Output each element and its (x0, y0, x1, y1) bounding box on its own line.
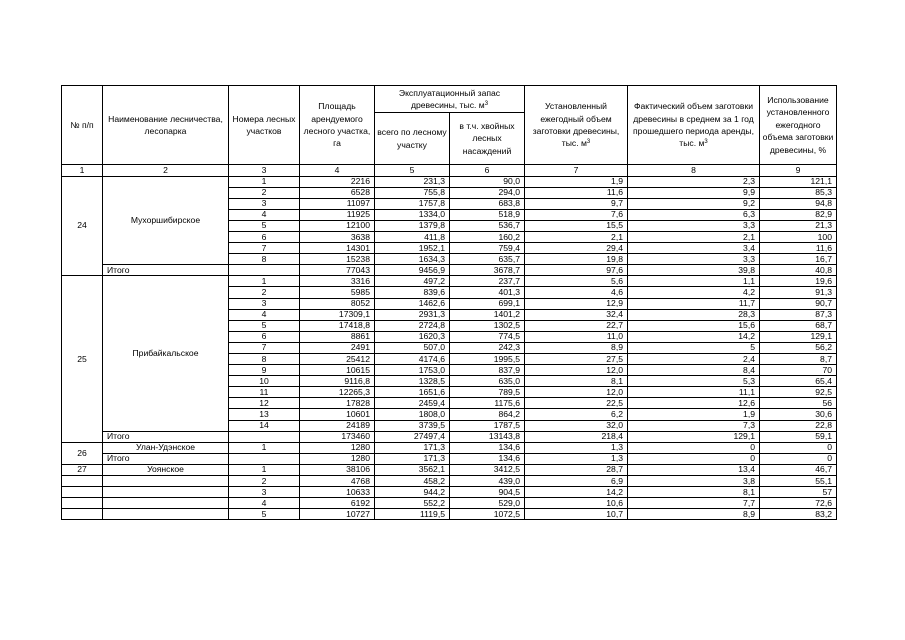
plot-number: 9 (229, 365, 300, 376)
actual-volume: 1,9 (628, 409, 760, 420)
annual-volume: 14,2 (525, 487, 628, 498)
stock-total: 1757,8 (375, 198, 450, 209)
usage-percent: 68,7 (760, 320, 837, 331)
area-ha: 6192 (300, 498, 375, 509)
total-row (62, 453, 837, 464)
annual-volume: 32,4 (525, 309, 628, 320)
plot-number: 10 (229, 376, 300, 387)
actual-volume: 9,2 (628, 198, 760, 209)
area-ha: 14301 (300, 243, 375, 254)
total-actual-volume: 129,1 (628, 431, 760, 442)
area-ha: 17309,1 (300, 309, 375, 320)
usage-percent: 83,2 (760, 509, 837, 520)
plot-number: 4 (229, 309, 300, 320)
actual-volume: 3,3 (628, 254, 760, 265)
area-ha: 12265,3 (300, 387, 375, 398)
annual-volume: 1,9 (525, 176, 628, 187)
stock-total: 552,2 (375, 498, 450, 509)
column-number: 8 (628, 165, 760, 177)
plot-number: 14 (229, 420, 300, 431)
forestry-name: Прибайкальское (103, 276, 229, 431)
stock-conifer: 237,7 (450, 276, 525, 287)
actual-volume: 9,9 (628, 187, 760, 198)
header-name: Наименование лесничества, лесопарка (103, 86, 229, 165)
stock-conifer: 837,9 (450, 365, 525, 376)
stock-total: 1651,6 (375, 387, 450, 398)
usage-percent: 30,6 (760, 409, 837, 420)
empty-cell (62, 476, 103, 487)
actual-volume: 2,4 (628, 354, 760, 365)
actual-volume: 15,6 (628, 320, 760, 331)
stock-conifer: 1072,5 (450, 509, 525, 520)
empty-cell (103, 509, 229, 520)
header-actual (628, 86, 760, 165)
usage-percent: 22,8 (760, 420, 837, 431)
header-annual-text: Установленный ежегодный объем заготовки древесины, тыс. м (532, 101, 620, 149)
column-number: 4 (300, 165, 375, 177)
area-ha: 17418,8 (300, 320, 375, 331)
total-stock-conifer: 3678,7 (450, 265, 525, 276)
stock-total: 944,2 (375, 487, 450, 498)
annual-volume: 6,9 (525, 476, 628, 487)
annual-volume: 4,6 (525, 287, 628, 298)
usage-percent: 85,3 (760, 187, 837, 198)
actual-volume: 4,2 (628, 287, 760, 298)
stock-total: 2459,4 (375, 398, 450, 409)
empty-cell (62, 487, 103, 498)
plot-number: 5 (229, 320, 300, 331)
column-number: 9 (760, 165, 837, 177)
plot-number: 6 (229, 231, 300, 242)
area-ha: 10633 (300, 487, 375, 498)
total-row (62, 265, 837, 276)
plot-number: 1 (229, 276, 300, 287)
stock-total: 171,3 (375, 442, 450, 453)
empty-cell (103, 476, 229, 487)
forestry-name: Уоянское (103, 464, 229, 475)
plot-number: 11 (229, 387, 300, 398)
stock-total: 1328,5 (375, 376, 450, 387)
annual-volume: 32,0 (525, 420, 628, 431)
actual-volume: 0 (628, 442, 760, 453)
usage-percent: 94,8 (760, 198, 837, 209)
stock-total: 4174,6 (375, 354, 450, 365)
plot-number: 5 (229, 220, 300, 231)
total-annual-volume: 218,4 (525, 431, 628, 442)
table-row (62, 487, 837, 498)
stock-conifer: 699,1 (450, 298, 525, 309)
annual-volume: 6,2 (525, 409, 628, 420)
stock-total: 458,2 (375, 476, 450, 487)
header-stock-text: Эксплуатационный запас древесины, тыс. м (398, 87, 501, 110)
total-stock-conifer: 13143,8 (450, 431, 525, 442)
area-ha: 10727 (300, 509, 375, 520)
total-usage-percent: 40,8 (760, 265, 837, 276)
total-area-ha: 1280 (300, 453, 375, 464)
stock-total: 1334,0 (375, 209, 450, 220)
total-annual-volume: 97,6 (525, 265, 628, 276)
stock-conifer: 759,4 (450, 243, 525, 254)
stock-conifer: 439,0 (450, 476, 525, 487)
empty-cell (229, 431, 300, 442)
empty-cell (229, 453, 300, 464)
header-actual-sup: 3 (704, 139, 708, 146)
stock-total: 3562,1 (375, 464, 450, 475)
area-ha: 25412 (300, 354, 375, 365)
forestry-number: 26 (62, 442, 103, 464)
annual-volume: 27,5 (525, 354, 628, 365)
empty-cell (229, 265, 300, 276)
area-ha: 3316 (300, 276, 375, 287)
annual-volume: 5,6 (525, 276, 628, 287)
forestry-name: Мухоршибирское (103, 176, 229, 265)
stock-conifer: 789,5 (450, 387, 525, 398)
area-ha: 17828 (300, 398, 375, 409)
stock-total: 1808,0 (375, 409, 450, 420)
annual-volume: 19,8 (525, 254, 628, 265)
actual-volume: 28,3 (628, 309, 760, 320)
plot-number: 1 (229, 176, 300, 187)
table-row (62, 464, 837, 475)
plot-number: 4 (229, 498, 300, 509)
annual-volume: 12,9 (525, 298, 628, 309)
stock-total: 2931,3 (375, 309, 450, 320)
annual-volume: 22,7 (525, 320, 628, 331)
header-no: № п/п (62, 86, 103, 165)
column-number: 2 (103, 165, 229, 177)
plot-number: 2 (229, 476, 300, 487)
total-label: Итого (103, 431, 229, 442)
stock-conifer: 90,0 (450, 176, 525, 187)
forest-lease-table (61, 85, 837, 520)
annual-volume: 8,9 (525, 342, 628, 353)
area-ha: 15238 (300, 254, 375, 265)
annual-volume: 11,6 (525, 187, 628, 198)
stock-conifer: 401,3 (450, 287, 525, 298)
total-area-ha: 173460 (300, 431, 375, 442)
actual-volume: 6,3 (628, 209, 760, 220)
stock-conifer: 1787,5 (450, 420, 525, 431)
plot-number: 2 (229, 287, 300, 298)
annual-volume: 15,5 (525, 220, 628, 231)
annual-volume: 8,1 (525, 376, 628, 387)
stock-total: 1634,3 (375, 254, 450, 265)
area-ha: 8052 (300, 298, 375, 309)
table-row (62, 276, 837, 287)
actual-volume: 3,3 (628, 220, 760, 231)
area-ha: 6528 (300, 187, 375, 198)
annual-volume: 10,7 (525, 509, 628, 520)
actual-volume: 8,1 (628, 487, 760, 498)
column-number: 1 (62, 165, 103, 177)
plot-number: 3 (229, 198, 300, 209)
total-area-ha: 77043 (300, 265, 375, 276)
plot-number: 8 (229, 254, 300, 265)
stock-total: 1952,1 (375, 243, 450, 254)
total-stock-total: 9456,9 (375, 265, 450, 276)
actual-volume: 5,3 (628, 376, 760, 387)
stock-conifer: 774,5 (450, 331, 525, 342)
total-row (62, 431, 837, 442)
area-ha: 2216 (300, 176, 375, 187)
header-stock-conifer: в т.ч. хвойных лесных насаждений (450, 113, 525, 165)
stock-conifer: 1401,2 (450, 309, 525, 320)
annual-volume: 12,0 (525, 365, 628, 376)
header-usage: Использование установленного ежегодного объема заготовки древесины, % (760, 86, 837, 165)
empty-cell (103, 487, 229, 498)
stock-total: 1379,8 (375, 220, 450, 231)
column-number: 5 (375, 165, 450, 177)
actual-volume: 2,1 (628, 231, 760, 242)
stock-conifer: 536,7 (450, 220, 525, 231)
stock-conifer: 635,0 (450, 376, 525, 387)
annual-volume: 9,7 (525, 198, 628, 209)
stock-conifer: 242,3 (450, 342, 525, 353)
forestry-name: Улан-Удэнское (103, 442, 229, 453)
usage-percent: 121,1 (760, 176, 837, 187)
usage-percent: 91,3 (760, 287, 837, 298)
annual-volume: 1,3 (525, 442, 628, 453)
header-stock-sup: 3 (484, 101, 489, 107)
plot-number: 1 (229, 442, 300, 453)
table-row (62, 476, 837, 487)
annual-volume: 28,7 (525, 464, 628, 475)
stock-total: 3739,5 (375, 420, 450, 431)
annual-volume: 11,0 (525, 331, 628, 342)
area-ha: 4768 (300, 476, 375, 487)
stock-conifer: 134,6 (450, 442, 525, 453)
area-ha: 5985 (300, 287, 375, 298)
total-annual-volume: 1,3 (525, 453, 628, 464)
empty-cell (62, 509, 103, 520)
area-ha: 24189 (300, 420, 375, 431)
actual-volume: 13,4 (628, 464, 760, 475)
stock-conifer: 529,0 (450, 498, 525, 509)
stock-conifer: 683,8 (450, 198, 525, 209)
stock-conifer: 904,5 (450, 487, 525, 498)
plot-number: 6 (229, 331, 300, 342)
usage-percent: 19,6 (760, 276, 837, 287)
area-ha: 1280 (300, 442, 375, 453)
total-usage-percent: 59,1 (760, 431, 837, 442)
stock-conifer: 635,7 (450, 254, 525, 265)
usage-percent: 21,3 (760, 220, 837, 231)
actual-volume: 7,7 (628, 498, 760, 509)
stock-conifer: 1302,5 (450, 320, 525, 331)
actual-volume: 12,6 (628, 398, 760, 409)
plot-number: 3 (229, 487, 300, 498)
annual-volume: 7,6 (525, 209, 628, 220)
header-stock (375, 86, 525, 113)
stock-total: 839,6 (375, 287, 450, 298)
area-ha: 8861 (300, 331, 375, 342)
stock-conifer: 518,9 (450, 209, 525, 220)
area-ha: 11097 (300, 198, 375, 209)
actual-volume: 11,1 (628, 387, 760, 398)
usage-percent: 129,1 (760, 331, 837, 342)
header-area: Площадь арендуемого лесного участка, га (300, 86, 375, 165)
table-row (62, 509, 837, 520)
empty-cell (103, 498, 229, 509)
usage-percent: 55,1 (760, 476, 837, 487)
plot-number: 8 (229, 354, 300, 365)
header-actual-text: Фактический объем заготовки древесины в среднем за 1 год прошедшего периода аренды, тыс. м (633, 101, 754, 149)
stock-conifer: 864,2 (450, 409, 525, 420)
total-label: Итого (103, 453, 229, 464)
actual-volume: 3,4 (628, 243, 760, 254)
plot-number: 1 (229, 464, 300, 475)
header-annual-sup: 3 (586, 139, 591, 146)
actual-volume: 3,8 (628, 476, 760, 487)
stock-conifer: 1175,6 (450, 398, 525, 409)
annual-volume: 22,5 (525, 398, 628, 409)
annual-volume: 29,4 (525, 243, 628, 254)
table-row (62, 498, 837, 509)
stock-conifer: 160,2 (450, 231, 525, 242)
forestry-number: 25 (62, 276, 103, 442)
usage-percent: 0 (760, 442, 837, 453)
usage-percent: 65,4 (760, 376, 837, 387)
usage-percent: 57 (760, 487, 837, 498)
total-actual-volume: 39,8 (628, 265, 760, 276)
total-actual-volume: 0 (628, 453, 760, 464)
usage-percent: 100 (760, 231, 837, 242)
usage-percent: 90,7 (760, 298, 837, 309)
stock-total: 231,3 (375, 176, 450, 187)
usage-percent: 87,3 (760, 309, 837, 320)
plot-number: 7 (229, 243, 300, 254)
annual-volume: 2,1 (525, 231, 628, 242)
total-stock-total: 171,3 (375, 453, 450, 464)
column-number-row (62, 165, 837, 177)
actual-volume: 11,7 (628, 298, 760, 309)
area-ha: 3638 (300, 231, 375, 242)
total-stock-total: 27497,4 (375, 431, 450, 442)
actual-volume: 7,3 (628, 420, 760, 431)
table-body (62, 165, 837, 520)
annual-volume: 12,0 (525, 387, 628, 398)
usage-percent: 82,9 (760, 209, 837, 220)
stock-conifer: 3412,5 (450, 464, 525, 475)
usage-percent: 46,7 (760, 464, 837, 475)
stock-total: 2724,8 (375, 320, 450, 331)
stock-total: 497,2 (375, 276, 450, 287)
usage-percent: 56,2 (760, 342, 837, 353)
area-ha: 38106 (300, 464, 375, 475)
usage-percent: 8,7 (760, 354, 837, 365)
usage-percent: 70 (760, 365, 837, 376)
actual-volume: 8,9 (628, 509, 760, 520)
table-row (62, 176, 837, 187)
forestry-number: 27 (62, 464, 103, 475)
area-ha: 9116,8 (300, 376, 375, 387)
plot-number: 7 (229, 342, 300, 353)
stock-total: 1620,3 (375, 331, 450, 342)
stock-conifer: 294,0 (450, 187, 525, 198)
actual-volume: 1,1 (628, 276, 760, 287)
stock-conifer: 1995,5 (450, 354, 525, 365)
header-plots: Номера лесных участков (229, 86, 300, 165)
area-ha: 12100 (300, 220, 375, 231)
usage-percent: 92,5 (760, 387, 837, 398)
plot-number: 12 (229, 398, 300, 409)
annual-volume: 10,6 (525, 498, 628, 509)
column-number: 6 (450, 165, 525, 177)
plot-number: 5 (229, 509, 300, 520)
column-number: 7 (525, 165, 628, 177)
total-usage-percent: 0 (760, 453, 837, 464)
table-row (62, 442, 837, 453)
empty-cell (62, 498, 103, 509)
area-ha: 10601 (300, 409, 375, 420)
stock-total: 507,0 (375, 342, 450, 353)
stock-total: 755,8 (375, 187, 450, 198)
stock-total: 411,8 (375, 231, 450, 242)
total-label: Итого (103, 265, 229, 276)
usage-percent: 56 (760, 398, 837, 409)
usage-percent: 11,6 (760, 243, 837, 254)
plot-number: 2 (229, 187, 300, 198)
column-number: 3 (229, 165, 300, 177)
stock-total: 1462,6 (375, 298, 450, 309)
plot-number: 13 (229, 409, 300, 420)
actual-volume: 14,2 (628, 331, 760, 342)
actual-volume: 8,4 (628, 365, 760, 376)
plot-number: 4 (229, 209, 300, 220)
stock-total: 1119,5 (375, 509, 450, 520)
usage-percent: 16,7 (760, 254, 837, 265)
header-stock-total: всего по лесному участку (375, 113, 450, 165)
stock-total: 1753,0 (375, 365, 450, 376)
actual-volume: 2,3 (628, 176, 760, 187)
actual-volume: 5 (628, 342, 760, 353)
forestry-number: 24 (62, 176, 103, 276)
area-ha: 10615 (300, 365, 375, 376)
plot-number: 3 (229, 298, 300, 309)
area-ha: 2491 (300, 342, 375, 353)
usage-percent: 72,6 (760, 498, 837, 509)
area-ha: 11925 (300, 209, 375, 220)
total-stock-conifer: 134,6 (450, 453, 525, 464)
header-annual (525, 86, 628, 165)
